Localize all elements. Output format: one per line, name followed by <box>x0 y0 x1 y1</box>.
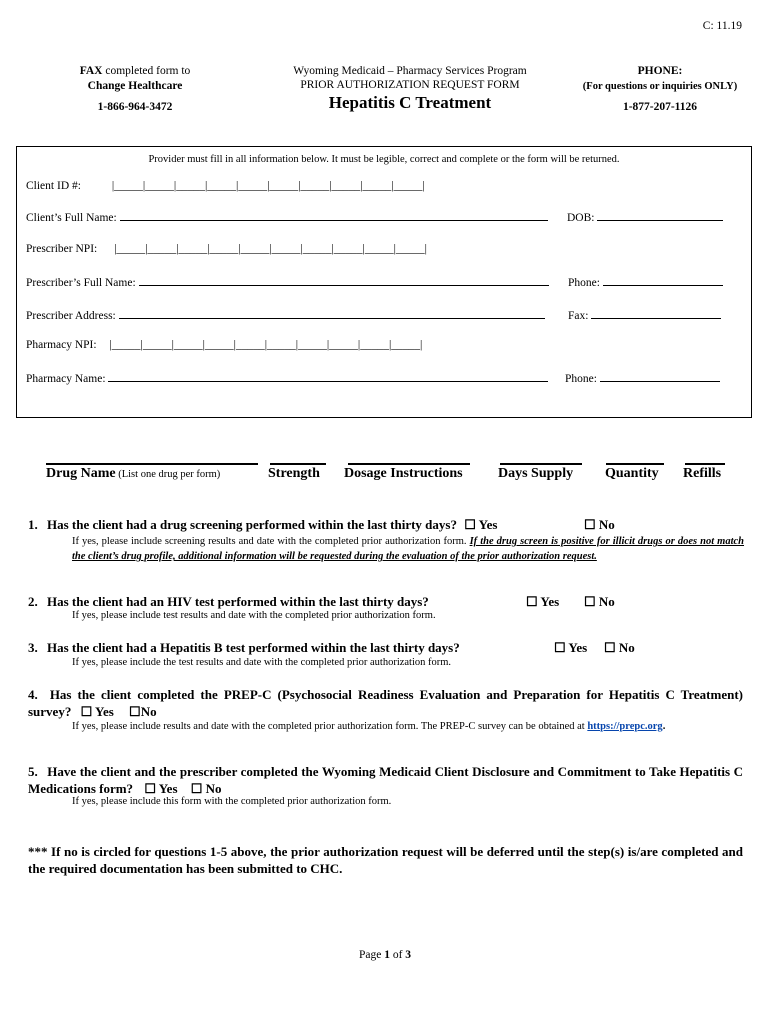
pharmacy-npi-input[interactable]: |_____|_____|_____|_____|_____|_____|_____|_____|_____|_____| <box>109 339 423 351</box>
program-name: Wyoming Medicaid – Pharmacy Services Program <box>293 65 527 77</box>
strength-header: Strength <box>268 466 320 481</box>
prescriber-name-label: Prescriber’s Full Name: <box>26 277 136 289</box>
fax-block <box>60 64 210 115</box>
fax-input[interactable] <box>591 308 721 319</box>
client-name-label: Client’s Full Name: <box>26 212 117 224</box>
pharmacy-npi-row <box>26 339 422 351</box>
q1-note-text: If yes, please include screening results and date with the completed prior authorization form. <box>72 536 470 547</box>
days-supply-header: Days Supply <box>498 466 574 481</box>
dob-label: DOB: <box>567 212 595 224</box>
q2-no-checkbox[interactable]: ☐ No <box>584 594 615 609</box>
prepc-link[interactable]: https://prepc.org <box>587 721 663 732</box>
drug-name-header <box>46 466 220 482</box>
question-3 <box>28 640 748 656</box>
prescriber-npi-label: Prescriber NPI: <box>26 243 98 255</box>
pharmacy-phone-label: Phone: <box>565 373 597 385</box>
form-type: PRIOR AUTHORIZATION REQUEST FORM <box>300 79 520 91</box>
q5-no-checkbox[interactable]: ☐ No <box>190 781 222 796</box>
prescriber-npi-row <box>26 243 427 255</box>
question-3-note: If yes, please include the test results and date with the completed prior authorization form. <box>72 657 452 668</box>
dob-row <box>567 210 723 224</box>
question-number: 2. <box>28 594 38 609</box>
prescriber-name-input[interactable] <box>139 275 549 286</box>
header-center <box>240 64 580 110</box>
page-number <box>0 949 770 961</box>
pharmacy-name-row <box>26 371 548 385</box>
question-number: 5. <box>28 764 38 779</box>
prescriber-phone-row <box>568 275 723 289</box>
page-current: 1 <box>384 949 390 961</box>
pharmacy-name-input[interactable] <box>108 371 548 382</box>
phone-label: PHONE: <box>637 65 683 77</box>
phone-note: (For questions or inquiries ONLY) <box>582 81 738 92</box>
phone-number: 1-877-207-1126 <box>622 101 698 113</box>
prescriber-phone-input[interactable] <box>603 275 723 286</box>
page-title: Hepatitis C Treatment <box>328 93 492 112</box>
prescriber-name-row <box>26 275 549 289</box>
client-name-input[interactable] <box>120 210 548 221</box>
question-text: Has the client had a Hepatitis B test performed within the last thirty days? <box>47 640 460 655</box>
question-5-note: If yes, please include this form with the completed prior authorization form. <box>72 796 392 807</box>
prescriber-address-row <box>26 308 545 322</box>
pharmacy-phone-input[interactable] <box>600 371 720 382</box>
pharmacy-npi-label: Pharmacy NPI: <box>26 339 97 351</box>
q1-note-emphasis: If the drug screen is positive for illicit drugs or does not match the client’s drug profile, additional information will be requested during the evaluation of the prior authorization request. <box>72 536 745 562</box>
pharmacy-phone-row <box>565 371 720 385</box>
question-number: 3. <box>28 640 38 655</box>
fax-row <box>568 308 721 322</box>
q2-yes-checkbox[interactable]: ☐ Yes <box>526 594 560 609</box>
phone-block <box>555 64 765 115</box>
question-number: 4. <box>28 687 38 702</box>
prescriber-npi-input[interactable]: |_____|_____|_____|_____|_____|_____|_____|_____|_____|_____| <box>114 243 427 255</box>
prescriber-phone-label: Phone: <box>568 277 600 289</box>
drug-name-label: Drug Name <box>46 466 116 481</box>
fax-label: FAX <box>79 65 103 77</box>
client-id-input[interactable]: |_____|_____|_____|_____|_____|_____|_____|_____|_____|_____| <box>111 180 425 192</box>
fax-line1: completed form to <box>102 65 191 77</box>
dosage-header: Dosage Instructions <box>344 466 463 481</box>
q1-no-checkbox[interactable]: ☐ No <box>584 517 615 532</box>
question-text: Have the client and the prescriber completed the Wyoming Medicaid Client Disclosure and Commitment to Take Hepatitis C Medications form? <box>28 764 744 796</box>
question-4 <box>28 686 743 720</box>
pharmacy-name-label: Pharmacy Name: <box>26 373 106 385</box>
fax-field-label: Fax: <box>568 310 589 322</box>
q4-no-checkbox[interactable]: ☐No <box>129 704 157 719</box>
question-text: Has the client had an HIV test performed within the last thirty days? <box>47 594 429 609</box>
question-number: 1. <box>28 517 38 532</box>
dob-input[interactable] <box>597 210 723 221</box>
question-4-note <box>72 719 744 734</box>
form-code: C: 11.19 <box>702 20 742 32</box>
refills-header: Refills <box>683 466 722 481</box>
prescriber-address-label: Prescriber Address: <box>26 310 116 322</box>
client-id-row <box>26 180 425 192</box>
page-prefix: Page <box>358 949 385 961</box>
prescriber-address-input[interactable] <box>119 308 545 319</box>
question-2-note: If yes, please include test results and date with the completed prior authorization form. <box>72 610 436 621</box>
question-2 <box>28 594 748 610</box>
q4-note-end: . <box>662 721 666 732</box>
drug-name-note: (List one drug per form) <box>115 469 221 480</box>
question-1-note <box>72 534 744 564</box>
question-text: Has the client completed the PREP-C (Psychosocial Readiness Evaluation and Preparation for Hepatitis C Treatment) survey? <box>28 687 743 719</box>
q3-yes-checkbox[interactable]: ☐ Yes <box>554 640 588 655</box>
deferral-note: *** If no is circled for questions 1-5 above, the prior authorization request will be deferred until the step(s) is/are completed and the required documentation has been submitted to CHC. <box>28 844 743 876</box>
page-of: of <box>389 949 406 961</box>
q5-yes-checkbox[interactable]: ☐ Yes <box>144 781 178 796</box>
question-text: Has the client had a drug screening performed within the last thirty days? <box>47 517 457 532</box>
page-total: 3 <box>405 949 412 961</box>
q4-yes-checkbox[interactable]: ☐ Yes <box>80 704 114 719</box>
question-5 <box>28 763 743 797</box>
q3-no-checkbox[interactable]: ☐ No <box>604 640 635 655</box>
quantity-header: Quantity <box>605 466 659 481</box>
q1-yes-checkbox[interactable]: ☐ Yes <box>464 517 498 532</box>
client-name-row <box>26 210 548 224</box>
fax-number: 1-866-964-3472 <box>97 101 173 113</box>
box-instructions: Provider must fill in all information below. It must be legible, correct and complete or the form will be returned. <box>148 154 620 165</box>
fax-recipient: Change Healthcare <box>87 80 183 92</box>
q4-note-text: If yes, please include results and date with the completed prior authorization form. The PREP-C survey can be obtained at <box>72 721 588 732</box>
client-id-label: Client ID #: <box>26 180 81 192</box>
question-1 <box>28 517 748 533</box>
